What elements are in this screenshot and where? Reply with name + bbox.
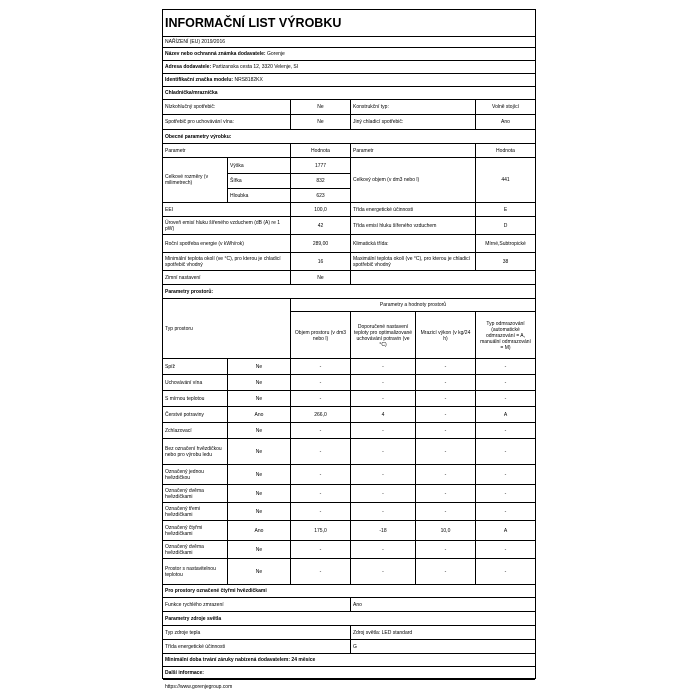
compartment-volume: - — [290, 503, 350, 520]
compartment-present: Ne — [227, 423, 290, 438]
param-value: 289,00 — [290, 235, 350, 252]
model-id — [163, 74, 535, 86]
compartment-present: Ne — [227, 391, 290, 406]
compartment-volume: 175,0 — [290, 521, 350, 540]
compartment-name: Označený jednou hvězdičkou — [165, 468, 204, 481]
compartment-volume: - — [290, 375, 350, 390]
dimension-value: 832 — [290, 173, 350, 188]
param-value: 16 — [290, 253, 350, 270]
compartment-defrost: - — [475, 541, 535, 558]
param-label: Třída energetické účinnosti — [350, 203, 475, 216]
volume-label: Celkový objem (v dm3 nebo l) — [350, 158, 475, 202]
compartment-present: Ne — [227, 541, 290, 558]
compartment-name: Uchovávání vína — [165, 379, 203, 386]
column-header-group: Parametry a hodnoty prostorů — [290, 299, 535, 311]
compartment-freeze: - — [415, 541, 475, 558]
column-header: Mrazicí výkon (v kg/24 h) — [415, 311, 475, 359]
compartment-temp: - — [350, 423, 415, 438]
column-header: Hodnota — [290, 144, 350, 157]
param-label: Třída energetické účinnosti — [165, 643, 226, 650]
supplier-name-value: Gorenje — [266, 51, 285, 57]
param-label: Spotřebič pro uchovávání vína: — [165, 119, 234, 125]
column-header: Objem prostoru (v dm3 nebo l) — [290, 311, 350, 359]
section-title: Parametry prostorů: — [165, 288, 214, 295]
compartment-row — [163, 464, 535, 484]
param-label: Úroveň emisí hluku šířeného vzduchem (dB (A) re 1 pW) — [165, 219, 281, 232]
compartment-defrost: - — [475, 559, 535, 584]
section-title: Parametry zdroje světla — [165, 615, 222, 622]
compartment-defrost: - — [475, 423, 535, 438]
param-value: Ne — [290, 115, 350, 129]
compartment-row — [163, 422, 535, 438]
compartment-freeze: 10,0 — [415, 521, 475, 540]
compartment-row — [163, 540, 535, 558]
compartment-row — [163, 502, 535, 520]
compartment-row — [163, 390, 535, 406]
supplier-address — [163, 61, 535, 73]
compartment-volume: - — [290, 559, 350, 584]
compartment-volume: - — [290, 465, 350, 484]
dimensions-row — [163, 157, 535, 202]
compartment-name: Označený čtyřmi hvězdičkami — [165, 524, 203, 537]
param-label: Nízkohlučný spotřebič: — [165, 104, 216, 110]
compartment-temp: - — [350, 541, 415, 558]
compartment-name: Zchlazovací — [165, 427, 192, 434]
compartment-freeze: - — [415, 423, 475, 438]
compartment-row — [163, 374, 535, 390]
title-row — [163, 10, 535, 36]
dimension-value: 1777 — [290, 158, 350, 173]
param-label: Klimatická třída: — [350, 235, 475, 252]
compartment-defrost: - — [475, 359, 535, 374]
compartment-row — [163, 358, 535, 374]
compartment-temp: - — [350, 359, 415, 374]
param-value: Ano — [350, 598, 535, 611]
section-title: Další informace: — [165, 670, 204, 676]
column-header: Parametr — [350, 144, 475, 157]
compartment-name: Prostor s nastavitelnou teplotou — [165, 565, 216, 578]
compartment-defrost: A — [475, 407, 535, 422]
product-information-sheet — [162, 9, 536, 690]
section-title: Obecné parametry výrobku: — [165, 133, 232, 140]
compartment-volume: - — [290, 541, 350, 558]
general-row — [163, 202, 535, 216]
compartment-volume: - — [290, 391, 350, 406]
compartment-temp: - — [350, 375, 415, 390]
compartment-row — [163, 484, 535, 502]
model-value: NRS8182KX — [234, 77, 263, 83]
section-more — [163, 666, 535, 679]
param-value: Volně stojící — [475, 100, 535, 114]
compartment-present: Ano — [227, 521, 290, 540]
general-row — [163, 252, 535, 270]
compartment-volume: - — [290, 439, 350, 464]
model-row — [163, 73, 535, 86]
param-value: Ano — [475, 115, 535, 129]
param-value: G — [350, 640, 535, 653]
general-header — [163, 143, 535, 157]
compartment-freeze: - — [415, 407, 475, 422]
compartment-row — [163, 406, 535, 422]
param-label: Funkce rychlého zmrazení — [165, 601, 224, 608]
regulation-row — [163, 36, 535, 47]
compartment-temp: -18 — [350, 521, 415, 540]
compartment-volume: - — [290, 423, 350, 438]
param-value: Ne — [290, 271, 350, 284]
compartment-present: Ne — [227, 465, 290, 484]
supplier-address-label: Adresa dodavatele: — [165, 64, 212, 70]
compartment-present: Ne — [227, 503, 290, 520]
section-compartments — [163, 284, 535, 298]
winter-row — [163, 270, 535, 284]
param-label: Roční spotřeba energie (v kWh/rok) — [165, 240, 244, 247]
param-label: EEI — [165, 206, 174, 213]
compartment-freeze: - — [415, 485, 475, 502]
fast-freeze-row — [163, 597, 535, 611]
page-title: INFORMAČNÍ LIST VÝROBKU — [165, 16, 342, 30]
compartment-freeze: - — [415, 391, 475, 406]
compartment-defrost: - — [475, 485, 535, 502]
compartment-temp: 4 — [350, 407, 415, 422]
supplier-address-value: Partizanska cesta 12, 3320 Velenje, SI — [212, 64, 299, 70]
compartment-temp: - — [350, 485, 415, 502]
column-header: Parametr — [165, 147, 186, 154]
compartment-defrost: A — [475, 521, 535, 540]
dimensions-label: Celkové rozměry (v milimetrech) — [165, 174, 209, 186]
param-label: Jiný chladicí spotřebič: — [350, 115, 475, 129]
general-row — [163, 216, 535, 234]
compartment-defrost: - — [475, 503, 535, 520]
supplier-name-row — [163, 47, 535, 60]
param-label: Konstrukční typ: — [350, 100, 475, 114]
dimension-name: Výška — [227, 158, 290, 173]
compartment-defrost: - — [475, 391, 535, 406]
compartment-name: Bez označení hvězdičkou nebo pro výrobu ledu — [165, 445, 222, 458]
general-row — [163, 234, 535, 252]
compartment-present: Ne — [227, 359, 290, 374]
param-label: Minimální teplota okolí (ve °C), pro kterou je chladicí spotřebič vhodný — [165, 255, 281, 268]
compartment-present: Ano — [227, 407, 290, 422]
compartment-defrost: - — [475, 375, 535, 390]
warranty-row — [163, 653, 535, 666]
param-value: 42 — [290, 217, 350, 234]
compartment-row — [163, 438, 535, 464]
param-value: Zdroj světla: LED standard — [350, 626, 535, 639]
compartment-defrost: - — [475, 465, 535, 484]
param-label: Zimní nastavení — [165, 274, 201, 281]
compartment-volume: - — [290, 359, 350, 374]
model-label: Identifikační značka modelu: — [165, 77, 234, 83]
compartment-volume: 266,0 — [290, 407, 350, 422]
regulation: NAŘÍZENÍ (EU) 2019/2016 — [165, 39, 226, 45]
compartment-name: Označený dvěma hvězdičkami — [165, 543, 204, 556]
fridge-row — [163, 114, 535, 129]
compartment-temp: - — [350, 391, 415, 406]
section-title: Pro prostory označené čtyřmi hvězdičkami — [165, 588, 267, 594]
compartment-defrost: - — [475, 439, 535, 464]
compartment-freeze: - — [415, 503, 475, 520]
compartment-temp: - — [350, 465, 415, 484]
section-general — [163, 129, 535, 143]
compartment-volume: - — [290, 485, 350, 502]
fridge-row — [163, 99, 535, 114]
empty-cell — [350, 271, 535, 284]
param-value: 38 — [475, 253, 535, 270]
compartment-present: Ne — [227, 375, 290, 390]
dimension-name: Šířka — [227, 173, 290, 188]
param-value: Mírné,Subtropické — [475, 235, 535, 252]
compartment-name: S mírnou teplotou — [165, 395, 205, 402]
compartment-name: Označený třemi hvězdičkami — [165, 505, 201, 518]
compartment-name: Označený dvěma hvězdičkami — [165, 487, 204, 500]
compartment-temp: - — [350, 503, 415, 520]
compartment-row — [163, 520, 535, 540]
param-value: Ne — [290, 100, 350, 114]
compartment-temp: - — [350, 439, 415, 464]
warranty: Minimální doba trvání záruky nabízená dodavatelem: 24 měsíce — [165, 657, 316, 663]
compartment-freeze: - — [415, 439, 475, 464]
compartment-freeze: - — [415, 375, 475, 390]
compartment-temp: - — [350, 559, 415, 584]
compartment-name: Čerstvé potraviny — [165, 411, 204, 418]
section-fridge — [163, 86, 535, 99]
compartment-freeze: - — [415, 559, 475, 584]
param-label: Maximální teplota okolí (ve °C), pro kterou je chladicí spotřebič vhodný — [350, 253, 475, 270]
column-header: Typ odmrazování (automatické odmrazování = A, manuální odmrazování = M) — [475, 311, 535, 359]
compartment-freeze: - — [415, 359, 475, 374]
column-header: Typ prostoru — [165, 325, 193, 332]
supplier-name-label: Název nebo ochranná známka dodavatele: — [165, 51, 266, 57]
dimension-value: 623 — [290, 188, 350, 203]
supplier-address-row — [163, 60, 535, 73]
light-row — [163, 639, 535, 653]
section-light — [163, 611, 535, 625]
link-row — [163, 679, 535, 694]
section-title: Chladnička/mraznička — [165, 90, 218, 96]
volume-value: 441 — [475, 158, 535, 202]
param-value: D — [475, 217, 535, 234]
light-row — [163, 625, 535, 639]
more-info-link[interactable]: https://www.gorenjegroup.com — [165, 684, 233, 690]
compartment-present: Ne — [227, 485, 290, 502]
column-header: Hodnota — [475, 144, 535, 157]
param-value: E — [475, 203, 535, 216]
param-value: 100,0 — [290, 203, 350, 216]
compartment-header — [163, 298, 535, 358]
column-header: Doporučené nastavení teploty pro optimalizované uchovávání potravin (ve °C) — [350, 311, 415, 359]
compartment-present: Ne — [227, 559, 290, 584]
param-label: Třída emisí hluku šířeného vzduchem — [350, 217, 475, 234]
compartment-name: Spíž — [165, 363, 176, 370]
section-four-star — [163, 584, 535, 597]
compartment-row — [163, 558, 535, 584]
dimension-name: Hloubka — [227, 188, 290, 203]
compartment-present: Ne — [227, 439, 290, 464]
compartment-freeze: - — [415, 465, 475, 484]
param-label: Typ zdroje tepla — [165, 629, 201, 636]
supplier-name — [163, 48, 535, 60]
